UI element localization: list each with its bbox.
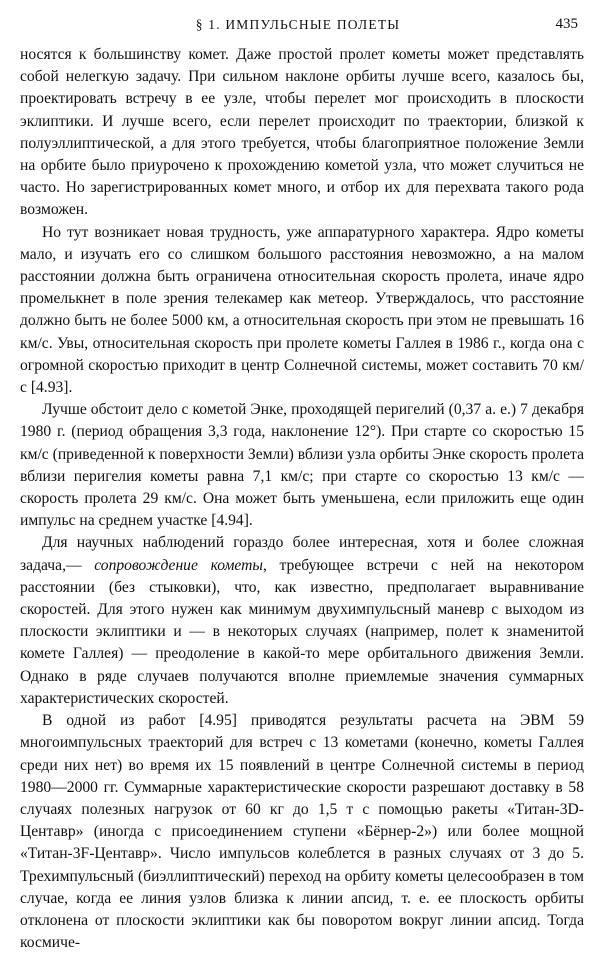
text-run: Лучше обстоит дело с кометой Энке, проходящей перигелий (0,37 а. е.) 7 декабря 1980 г. (период обращения 3,3 года, наклонение 12°). При старте со скоростью 15 км/с (приведенной к поверхности Земли) вблизи узла орбиты Энке скорость пролета вблизи перигелия кометы равна 7,1 км/с; при старте со скоростью 13 км/с — скорость пролета 29 км/с. Она может быть уменьшена, если приложить еще один импульс на среднем участке [4.94]. [20, 401, 584, 530]
body-text [20, 44, 584, 954]
paragraph [20, 44, 584, 222]
text-run: носятся к большинству комет. Даже простой пролет кометы может представлять собой нелегкую задачу. При сильном наклоне орбиты лучше всего, казалось бы, проектировать встречу в ее узле, чтобы перелет мог происходить в плоскости эклиптики. И лучше всего, если перелет происходит по траектории, близкой к полуэллиптической, а для этого требуется, чтобы благоприятное положение Земли на орбите было приурочено к прохождению кометой узла, что может случиться не часто. Но зарегистрированных комет много, и отбор их для перехвата такого рода возможен. [20, 46, 584, 219]
italic-phrase: сопровождение кометы [94, 556, 263, 574]
text-run: , требующее встречи с ней на некотором расстоянии (без стыковки), что, как известно, предполагает выравнивание скоростей. Для этого нужен как минимум двухимпульсный маневр с выходом из плоскости эклиптики и — в некоторых случаях (например, полет к знаменитой комете Галлея) — преодоление в какой-то мере орбитального движения Земли. Однако в ряде случаев получаются вполне приемлемые значения суммарных характеристических скоростей. [20, 556, 584, 707]
running-head: § 1. ИМПУЛЬСНЫЕ ПОЛЕТЫ [195, 17, 401, 32]
page-number: 435 [555, 16, 578, 32]
paragraph [20, 710, 584, 954]
page-header [18, 14, 578, 40]
paragraph [20, 222, 584, 400]
text-run: Но тут возникает новая трудность, уже аппаратурного характера. Ядро кометы мало, и изучать его со слишком большого расстояния невозможно, а на малом расстоянии должна быть ограничена относительная скорость пролета, иначе ядро промелькнет в поле зрения телекамер как метеор. Утверждалось, что расстояние должно быть не более 5000 км, а относительная скорость при этом не превышать 16 км/с. Увы, относительная скорость при пролете кометы Галлея в 1986 г., когда она с огромной скоростью приходит в центр Солнечной системы, может составить 70 км/с [4.93]. [20, 223, 584, 397]
paragraph [20, 532, 584, 710]
text-run: В одной из работ [4.95] приводятся результаты расчета на ЭВМ 59 многоимпульсных траекторий для встреч с 13 кометами (конечно, кометы Галлея среди них нет) во время их 15 появлений в центре Солнечной системы в период 1980—2000 гг. Суммарные характеристические скорости разрешают доставку в 58 случаях полезных нагрузок от 60 кг до 1,5 т с помощью ракеты «Титан-3D-Центавр» (иногда с присоединением ступени «Бёрнер-2») или более мощной «Титан-3F-Центавр». Число импульсов колеблется в разных случаях от 3 до 5. Трехимпульсный (биэллиптический) переход на орбиту кометы целесообразен в том случае, когда ее линия узлов близка к линии апсид, т. е. ее плоскость орбиты отклонена от плоскости эклиптики как бы поворотом вокруг линии апсид. Тогда космиче- [20, 712, 584, 952]
text-run: Для научных наблюдений гораздо более интересная, хотя и более сложная задача,— [20, 534, 584, 574]
paragraph [20, 399, 584, 532]
